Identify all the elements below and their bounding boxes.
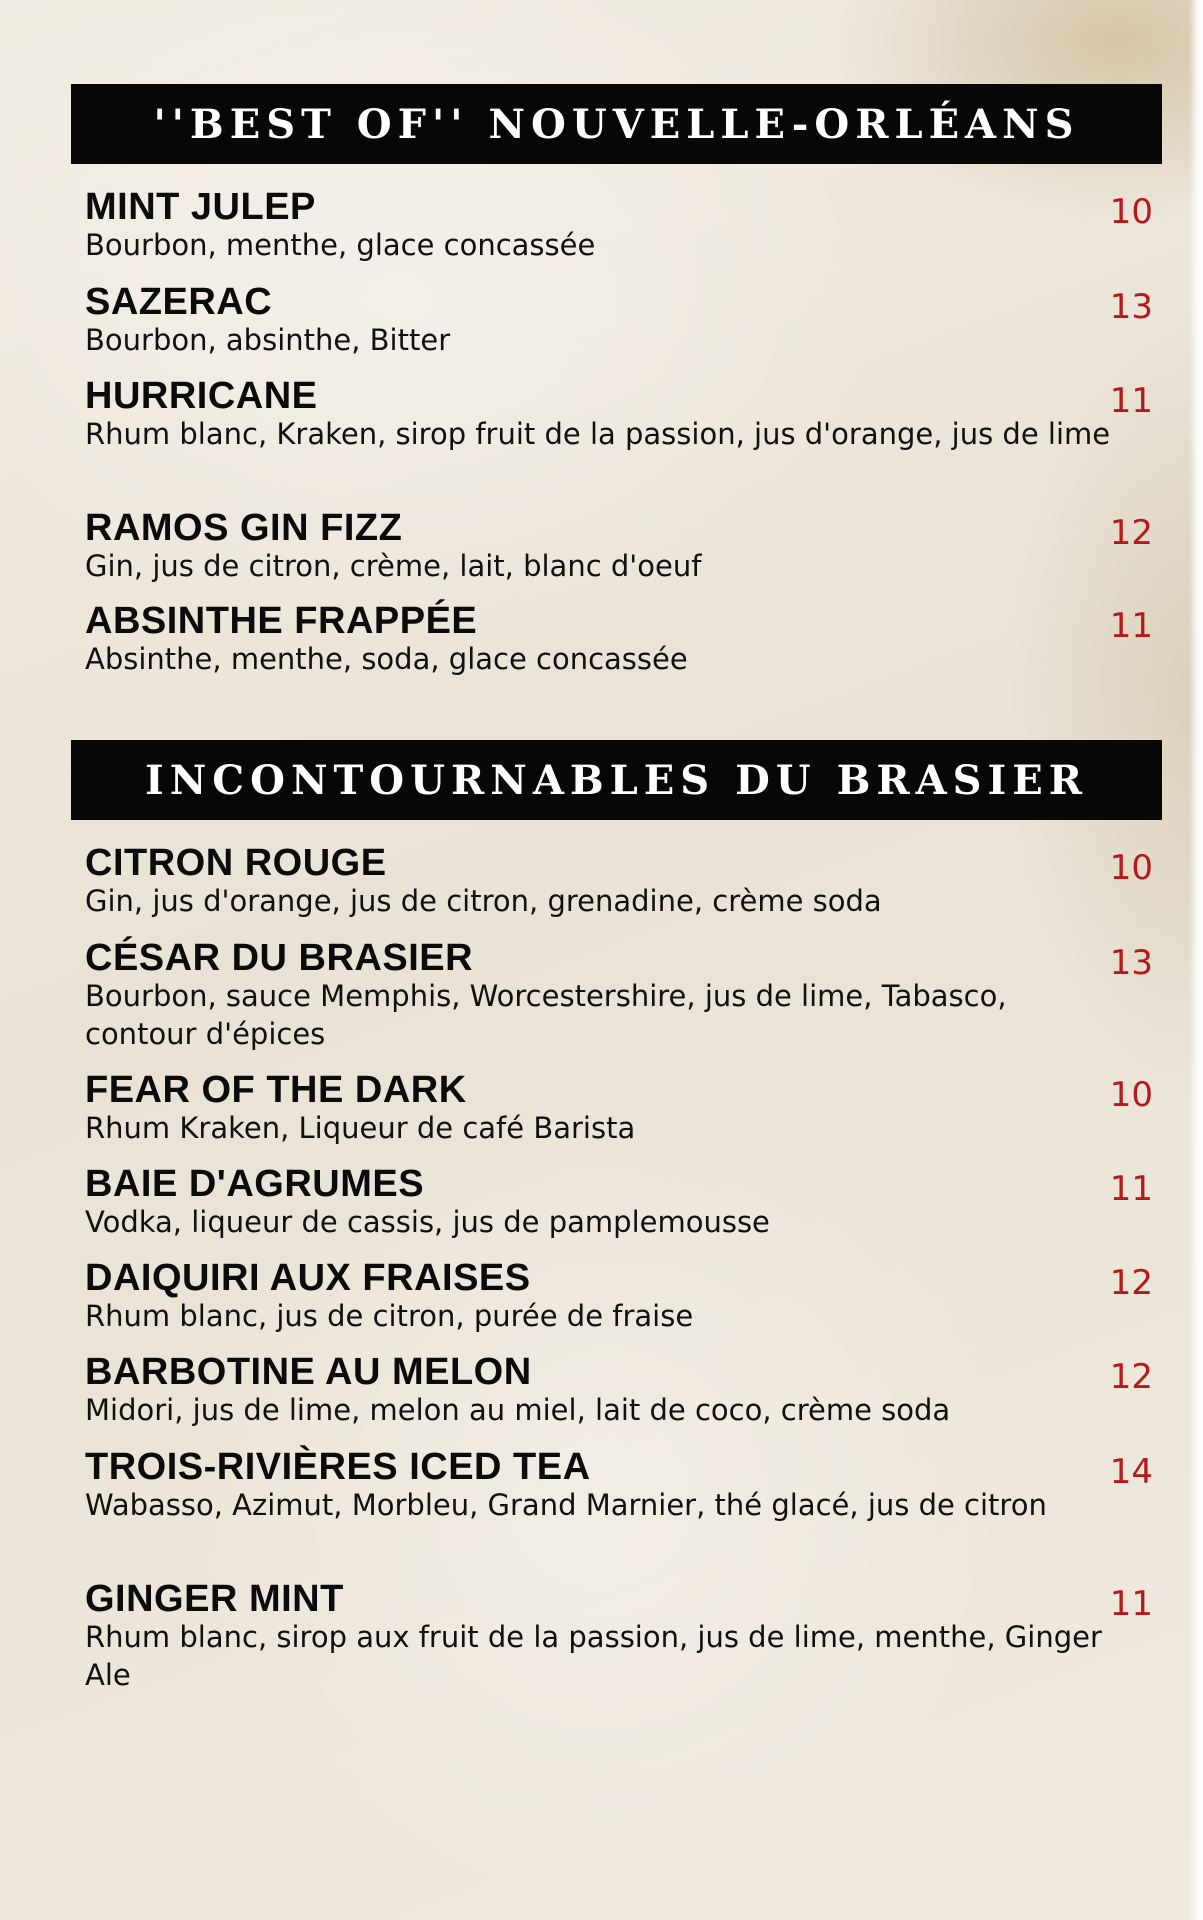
- item-price: 11: [1109, 1584, 1153, 1624]
- item-description: Gin, jus de citron, crème, lait, blanc d'oeuf: [85, 549, 702, 583]
- item-name: TROIS-RIVIÈRES ICED TEA: [85, 1446, 591, 1488]
- section-title: ''BEST OF'' NOUVELLE-ORLÉANS: [153, 100, 1080, 148]
- menu-item: [85, 186, 1155, 264]
- item-price: 11: [1109, 606, 1153, 646]
- item-name: SAZERAC: [85, 281, 273, 323]
- item-price: 12: [1109, 1357, 1153, 1397]
- item-price: 13: [1109, 287, 1153, 327]
- item-name: BAIE D'AGRUMES: [85, 1163, 425, 1205]
- item-price: 14: [1109, 1452, 1153, 1492]
- item-description: Bourbon, sauce Memphis, Worcestershire, jus de lime, Tabasco, contour d'épices: [85, 979, 1007, 1051]
- item-name: CITRON ROUGE: [85, 842, 387, 884]
- item-price: 11: [1109, 1169, 1153, 1209]
- menu-item: [85, 1257, 1155, 1335]
- item-description: Wabasso, Azimut, Morbleu, Grand Marnier, thé glacé, jus de citron: [85, 1488, 1047, 1522]
- item-description: Gin, jus d'orange, jus de citron, grenadine, crème soda: [85, 884, 882, 918]
- menu-item: [85, 1578, 1155, 1694]
- item-description: Rhum Kraken, Liqueur de café Barista: [85, 1111, 636, 1145]
- item-description: Vodka, liqueur de cassis, jus de pamplemousse: [85, 1205, 770, 1239]
- item-price: 10: [1109, 848, 1153, 888]
- item-description: Absinthe, menthe, soda, glace concassée: [85, 642, 688, 676]
- item-price: 13: [1109, 943, 1153, 983]
- menu-item: [85, 507, 1155, 585]
- menu-item: [85, 1163, 1155, 1241]
- item-name: DAIQUIRI AUX FRAISES: [85, 1257, 531, 1299]
- section-header-best-of: [71, 84, 1162, 164]
- item-name: GINGER MINT: [85, 1578, 344, 1620]
- item-description: Rhum blanc, Kraken, sirop fruit de la passion, jus d'orange, jus de lime: [85, 417, 1111, 451]
- item-name: ABSINTHE FRAPPÉE: [85, 600, 478, 642]
- item-description: Bourbon, menthe, glace concassée: [85, 228, 596, 262]
- item-name: MINT JULEP: [85, 186, 316, 228]
- item-description: Rhum blanc, sirop aux fruit de la passion, jus de lime, menthe, Ginger Ale: [85, 1620, 1102, 1692]
- menu-item: [85, 1069, 1155, 1147]
- menu-item: [85, 375, 1155, 453]
- item-description: Rhum blanc, jus de citron, purée de fraise: [85, 1299, 694, 1333]
- menu-item: [85, 842, 1155, 920]
- paper-torn-edge: [1189, 0, 1203, 1920]
- item-name: FEAR OF THE DARK: [85, 1069, 467, 1111]
- item-description: Bourbon, absinthe, Bitter: [85, 323, 451, 357]
- menu-item: [85, 937, 1155, 1053]
- menu-item: [85, 1351, 1155, 1429]
- menu-item: [85, 281, 1155, 359]
- section-header-incontournables: [71, 740, 1162, 820]
- item-price: 11: [1109, 381, 1153, 421]
- section-title: INCONTOURNABLES DU BRASIER: [145, 756, 1088, 804]
- item-price: 12: [1109, 1263, 1153, 1303]
- item-price: 10: [1109, 1075, 1153, 1115]
- item-name: RAMOS GIN FIZZ: [85, 507, 403, 549]
- menu-item: [85, 1446, 1155, 1524]
- item-name: CÉSAR DU BRASIER: [85, 937, 474, 979]
- item-name: HURRICANE: [85, 375, 318, 417]
- item-price: 12: [1109, 513, 1153, 553]
- menu-item: [85, 600, 1155, 678]
- item-name: BARBOTINE AU MELON: [85, 1351, 532, 1393]
- item-description: Midori, jus de lime, melon au miel, lait de coco, crème soda: [85, 1393, 951, 1427]
- item-price: 10: [1109, 192, 1153, 232]
